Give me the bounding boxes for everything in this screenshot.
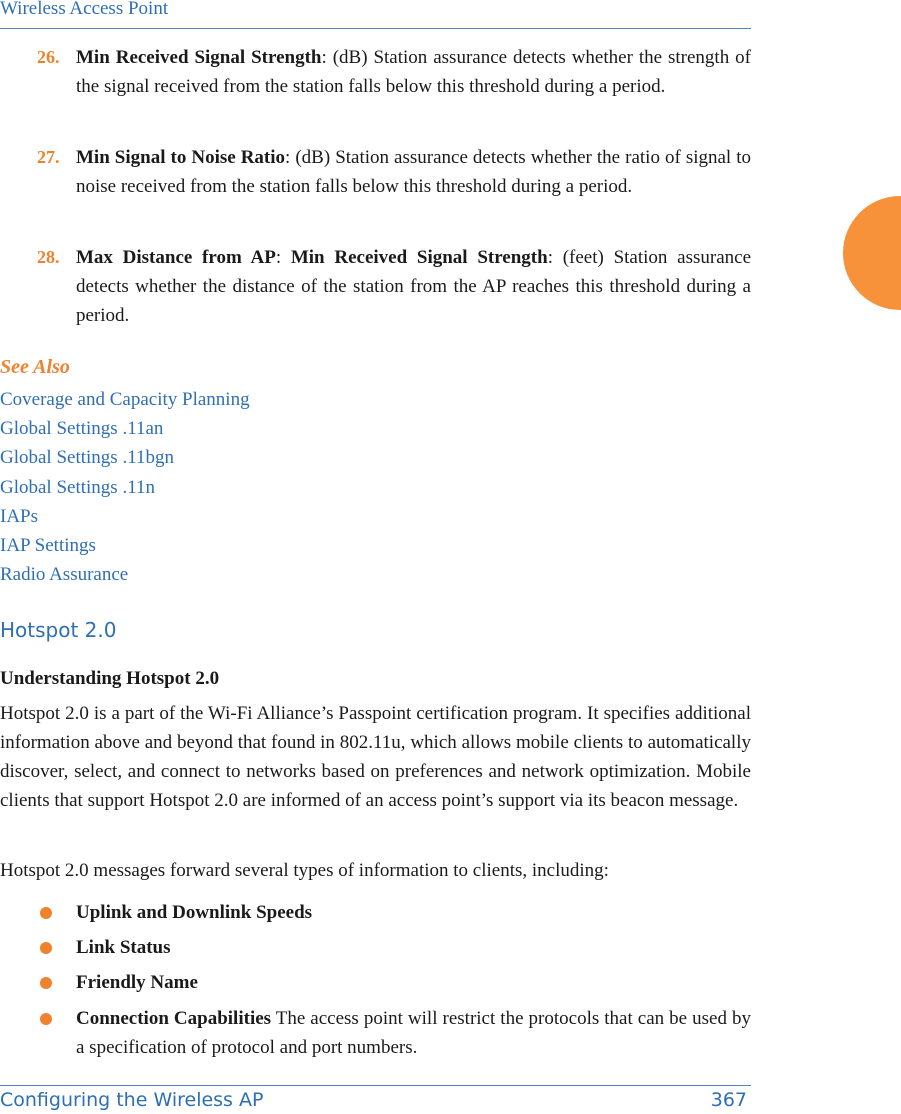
see-also-link-global-11an[interactable]: Global Settings .11an (0, 418, 164, 439)
item-text (76, 143, 751, 201)
bullet-icon (40, 907, 52, 919)
see-also-link-global-11bgn[interactable]: Global Settings .11bgn (0, 447, 174, 468)
page-footer (0, 1085, 751, 1111)
bullet-text (76, 933, 751, 962)
item-number: 27. (37, 147, 60, 167)
chapter-tab-marker (843, 196, 901, 310)
bullet-term: Link Status (76, 937, 171, 958)
item-number: 28. (37, 247, 60, 267)
see-also-link-radio-assurance[interactable]: Radio Assurance (0, 564, 129, 585)
bullet-term: Uplink and Downlink Speeds (76, 902, 313, 923)
item-term-secondary: Min Received Signal Strength (290, 247, 548, 268)
bullet-description: The access point will restrict the protocols that can be used by a specification of protocol and port numbers. (76, 1008, 751, 1058)
item-description: : (feet) Station assurance detects whether the distance of the station from the AP reaches this threshold during a period. (76, 247, 751, 326)
item-description: : (dB) Station assurance detects whether the strength of the signal received from the station falls below this threshold during a period. (76, 47, 751, 97)
bullet-icon (40, 942, 52, 954)
see-also-link-global-11n[interactable]: Global Settings .11n (0, 477, 155, 498)
paragraph: Hotspot 2.0 messages forward several types of information to clients, including: (0, 860, 609, 881)
item-number: 26. (37, 47, 60, 67)
bullet-term: Connection Capabilities (76, 1008, 272, 1029)
bullet-icon (40, 977, 52, 989)
page-header (0, 0, 751, 29)
bullet-term: Friendly Name (76, 972, 198, 993)
bullet-text (76, 1004, 751, 1062)
item-term: Min Received Signal Strength (76, 47, 322, 68)
bullet-text (76, 968, 751, 997)
header-title: Wireless Access Point (0, 0, 169, 19)
see-also-heading: See Also (0, 356, 70, 378)
item-term: Min Signal to Noise Ratio (76, 147, 286, 168)
item-text (76, 43, 751, 101)
paragraph: Hotspot 2.0 is a part of the Wi-Fi Alliance’s Passpoint certification program. It specifies additional information above and beyond that found in 802.11u, which allows mobile clients to automatically discover, select, and connect to networks based on preferences and network optimization. Mobile clients that support Hotspot 2.0 are informed of an access point’s support via its beacon message. (0, 703, 751, 811)
see-also-link-coverage[interactable]: Coverage and Capacity Planning (0, 389, 250, 410)
page-number: 367 (710, 1089, 747, 1111)
section-heading: Hotspot 2.0 (0, 618, 117, 642)
see-also-link-iaps[interactable]: IAPs (0, 506, 39, 527)
bullet-icon (40, 1013, 52, 1025)
item-description: : (dB) Station assurance detects whether the ratio of signal to noise received from the station falls below this threshold during a period. (76, 147, 752, 197)
item-text (76, 243, 751, 330)
subsection-heading: Understanding Hotspot 2.0 (0, 668, 220, 689)
item-separator: : (275, 247, 291, 268)
bullet-text (76, 898, 751, 927)
item-term: Max Distance from AP (76, 247, 276, 268)
footer-chapter-title: Configuring the Wireless AP (0, 1089, 264, 1111)
see-also-link-iap-settings[interactable]: IAP Settings (0, 535, 96, 556)
